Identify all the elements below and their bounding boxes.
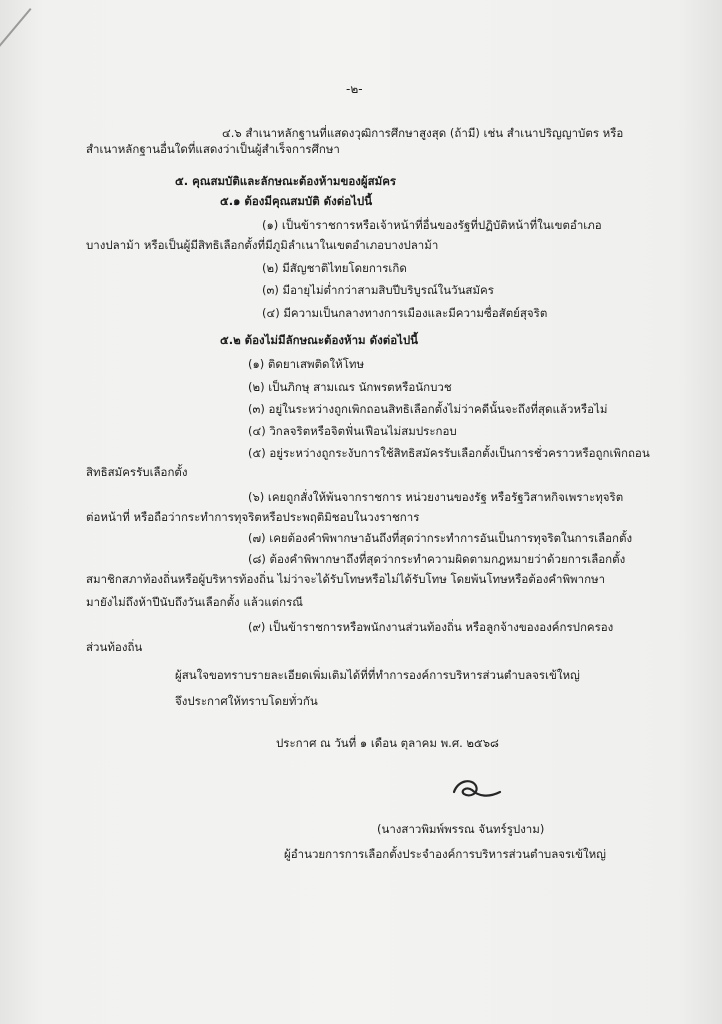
prohibition-3: (๓) อยู่ในระหว่างถูกเพิกถอนสิทธิเลือกตั้งไม่ว่าคดีนั้นจะถึงที่สุดแล้วหรือไม่ bbox=[248, 402, 608, 416]
prohibition-9-line1: (๙) เป็นข้าราชการหรือพนักงานส่วนท้องถิ่น หรือลูกจ้างขององค์กรปกครอง bbox=[248, 620, 614, 634]
qualification-3: (๓) มีอายุไม่ต่ำกว่าสามสิบปีบริบูรณ์ในวันสมัคร bbox=[262, 283, 494, 297]
page-number: -๒- bbox=[346, 82, 363, 96]
signature-image bbox=[446, 772, 506, 810]
prohibition-8-line2: สมาชิกสภาท้องถิ่นหรือผู้บริหารท้องถิ่น ไม่ว่าจะได้รับโทษหรือไม่ได้รับโทษ โดยพ้นโทษหรือต้องคำพิพากษา bbox=[86, 572, 606, 586]
section-4-6-line2: สำเนาหลักฐานอื่นใดที่แสดงว่าเป็นผู้สำเร็จการศึกษา bbox=[86, 142, 340, 156]
prohibition-6-line2: ต่อหน้าที่ หรือถือว่ากระทำการทุจริตหรือประพฤติมิชอบในวงราชการ bbox=[86, 510, 420, 524]
signatory-name: (นางสาวพิมพ์พรรณ จันทร์รูปงาม) bbox=[377, 822, 545, 836]
section-4-6-line1: ๔.๖ สำเนาหลักฐานที่แสดงวุฒิการศึกษาสูงสุด (ถ้ามี) เช่น สำเนาปริญญาบัตร หรือ bbox=[222, 126, 624, 140]
prohibition-2: (๒) เป็นภิกษุ สามเณร นักพรตหรือนักบวช bbox=[248, 380, 452, 394]
prohibition-5-line1: (๕) อยู่ระหว่างถูกระงับการใช้สิทธิสมัครรับเลือกตั้งเป็นการชั่วคราวหรือถูกเพิกถอน bbox=[248, 446, 650, 460]
prohibition-4: (๔) วิกลจริตหรือจิตฟั่นเฟือนไม่สมประกอบ bbox=[248, 424, 457, 438]
signatory-position: ผู้อำนวยการการเลือกตั้งประจำองค์การบริหารส่วนตำบลจรเข้ใหญ่ bbox=[284, 847, 606, 861]
prohibition-5-line2: สิทธิสมัครรับเลือกตั้ง bbox=[86, 465, 188, 479]
announcement-date: ประกาศ ณ วันที่ ๑ เดือน ตุลาคม พ.ศ. ๒๕๖๘ bbox=[276, 736, 499, 750]
qualification-1-line1: (๑) เป็นข้าราชการหรือเจ้าหน้าที่อื่นของรัฐที่ปฏิบัติหน้าที่ในเขตอำเภอ bbox=[262, 218, 602, 232]
prohibition-8-line1: (๘) ต้องคำพิพากษาถึงที่สุดว่ากระทำความผิดตามกฎหมายว่าด้วยการเลือกตั้ง bbox=[248, 552, 626, 566]
section-5-heading: ๕. คุณสมบัติและลักษณะต้องห้ามของผู้สมัคร bbox=[175, 174, 397, 188]
announcement-text: จึงประกาศให้ทราบโดยทั่วกัน bbox=[175, 694, 318, 708]
qualification-4: (๔) มีความเป็นกลางทางการเมืองและมีความซื่อสัตย์สุจริต bbox=[262, 306, 548, 320]
prohibition-1: (๑) ติดยาเสพติดให้โทษ bbox=[248, 357, 365, 371]
section-5-1-heading: ๕.๑ ต้องมีคุณสมบัติ ดังต่อไปนี้ bbox=[220, 194, 373, 208]
scan-artifact-line bbox=[0, 8, 32, 101]
prohibition-6-line1: (๖) เคยถูกสั่งให้พ้นจากราชการ หน่วยงานของรัฐ หรือรัฐวิสาหกิจเพราะทุจริต bbox=[248, 490, 624, 504]
prohibition-8-line3: มายังไม่ถึงห้าปีนับถึงวันเลือกตั้ง แล้วแต่กรณี bbox=[86, 595, 303, 609]
prohibition-9-line2: ส่วนท้องถิ่น bbox=[86, 640, 143, 654]
qualification-2: (๒) มีสัญชาติไทยโดยการเกิด bbox=[262, 261, 407, 275]
inquiry-text: ผู้สนใจขอทราบรายละเอียดเพิ่มเติมได้ที่ที่ทำการองค์การบริหารส่วนตำบลจรเข้ใหญ่ bbox=[175, 668, 580, 682]
prohibition-7: (๗) เคยต้องคำพิพากษาอันถึงที่สุดว่ากระทำการอันเป็นการทุจริตในการเลือกตั้ง bbox=[248, 531, 633, 545]
section-5-2-heading: ๕.๒ ต้องไม่มีลักษณะต้องห้าม ดังต่อไปนี้ bbox=[220, 333, 419, 347]
qualification-1-line2: บางปลาม้า หรือเป็นผู้มีสิทธิเลือกตั้งที่มีภูมิลำเนาในเขตอำเภอบางปลาม้า bbox=[86, 238, 439, 252]
